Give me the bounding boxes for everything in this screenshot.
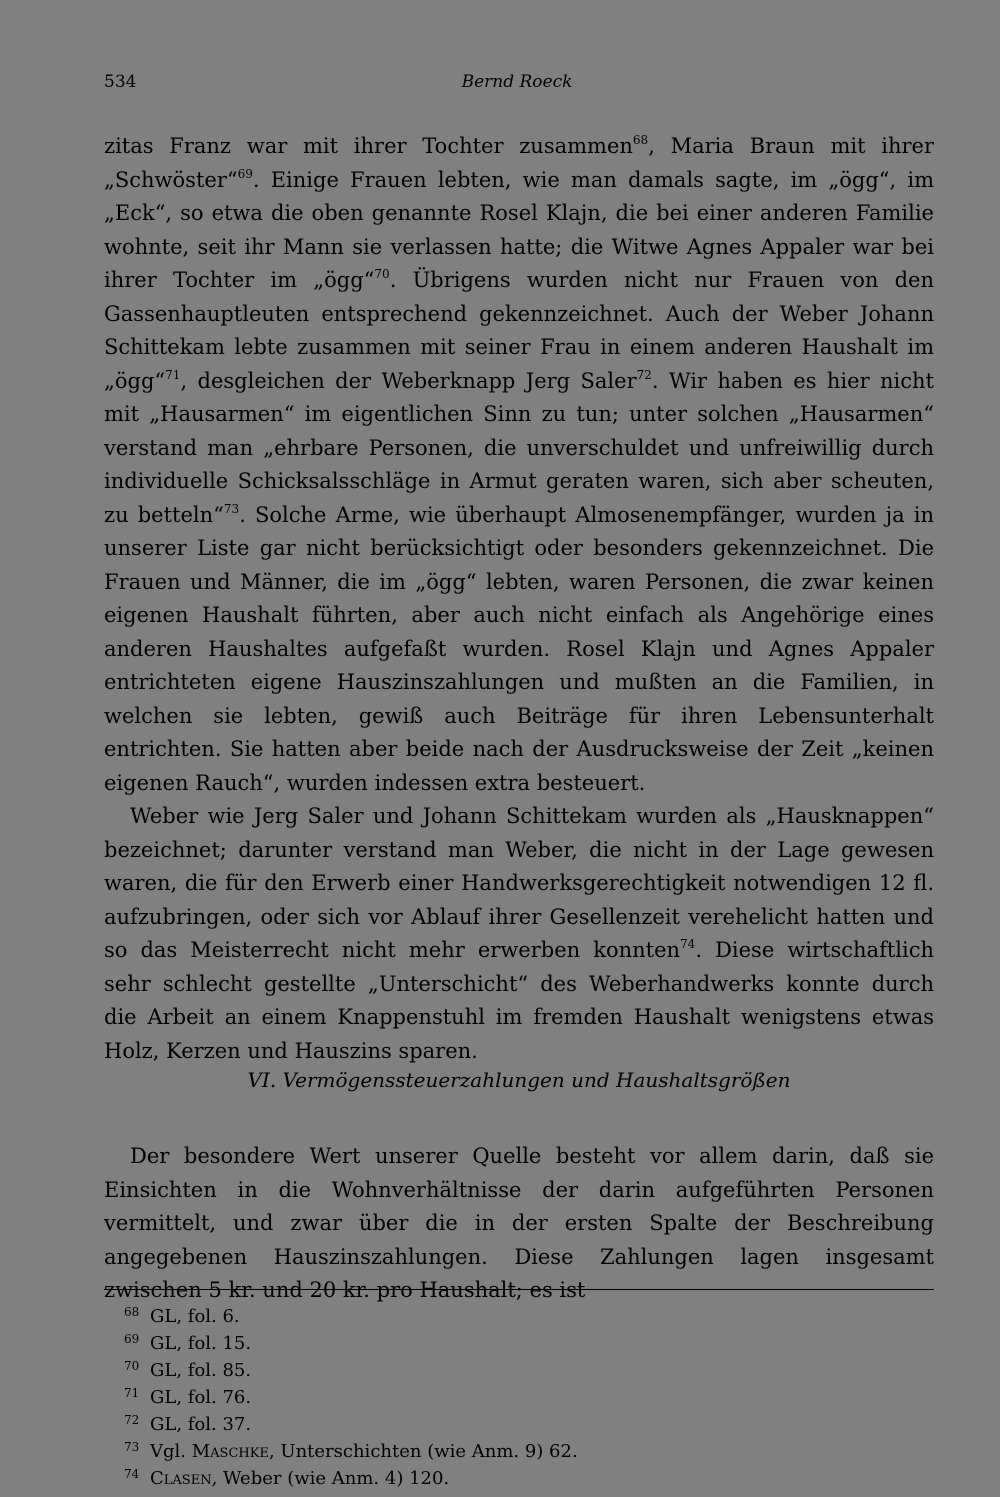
- text-run: zitas Franz war mit ihrer Tochter zusammen: [104, 134, 633, 158]
- page-header: [104, 72, 930, 96]
- footnote: [124, 1331, 924, 1358]
- footnote-prefix: Vgl.: [150, 1441, 192, 1462]
- footnote: [124, 1412, 924, 1439]
- footnote-text: [150, 1331, 251, 1356]
- page-number: 534: [104, 72, 137, 92]
- footnote-number: 71: [124, 1386, 140, 1400]
- footnote-number: 70: [124, 1359, 140, 1373]
- footnote-author: Maschke: [191, 1441, 269, 1462]
- footnote-text: [150, 1412, 251, 1437]
- footnote-body: GL, fol. 76.: [150, 1387, 252, 1408]
- section-heading: VI. Vermögenssteuerzahlungen und Haushaltsgrößen: [247, 1068, 791, 1092]
- text-run: , desgleichen der Weberknapp Jerg Saler: [180, 368, 637, 393]
- footnote-author: Clasen: [150, 1468, 212, 1489]
- footnote-number: 74: [124, 1467, 140, 1481]
- text-run: . Diese wirtschaftlich sehr schlecht gestellte „Unterschicht“ des Weberhandwerks konnte durch die Arbeit an einem Knappenstuhl im fremden Haushalt wenigstens etwas Holz, Kerzen und Hauszins sparen.: [104, 938, 934, 1063]
- footnote-body: GL, fol. 85.: [150, 1360, 252, 1381]
- footnote-ref: 74: [680, 937, 696, 951]
- footnote: [124, 1304, 924, 1331]
- footnote-body: GL, fol. 37.: [150, 1414, 252, 1435]
- footnote: [124, 1358, 924, 1385]
- footnote-body: GL, fol. 6.: [150, 1306, 240, 1327]
- footnote-body: , Unterschichten (wie Anm. 9) 62.: [268, 1441, 578, 1462]
- section-paragraph: Der besondere Wert unserer Quelle besteht vor allem darin, daß sie Einsichten in die Wohnverhältnisse der darin aufgeführten Personen vermittelt, und zwar über die in der ersten Spalte der Beschreibung angegebenen Hauszinszahlungen. Diese Zahlungen lagen insgesamt zwischen 5 kr. und 20 kr. pro Haushalt; es ist: [104, 1144, 934, 1302]
- text-run: , Maria Braun mit ihrer „Schwöster“: [104, 134, 935, 192]
- footnote-text: [150, 1439, 578, 1464]
- footnote: [124, 1466, 924, 1493]
- text-run: . Übrigens wurden nicht nur Frauen von den Gassenhauptleuten entsprechend gekennzeichnet. Auch der Weber Johann Schittekam lebte zusammen mit seiner Frau in einem anderen Haushalt im „ögg“: [104, 268, 934, 393]
- footnote-ref: 73: [223, 501, 240, 516]
- body-paragraph: [104, 800, 934, 1068]
- body-text: [104, 130, 934, 1068]
- footnotes: [124, 1304, 924, 1493]
- footnote-ref: 69: [237, 166, 253, 181]
- footnote-number: 68: [124, 1305, 140, 1319]
- text-run: . Einige Frauen lebten, wie man damals sagte, im „ögg“, im „Eck“, so etwa die oben genannte Rosel Klajn, die bei einer anderen Familie wohnte, seit ihr Mann sie verlassen hatte; die Witwe Agnes Appaler war bei ihrer Tochter im „ögg“: [104, 167, 934, 292]
- footnote-text: [150, 1358, 251, 1383]
- footnote-ref: 70: [374, 267, 390, 281]
- footnote-ref: 68: [632, 133, 649, 147]
- section-text: [104, 1140, 934, 1308]
- text-run: . Wir haben es hier nicht mit „Hausarmen“ im eigentlichen Sinn zu tun; unter solchen „Hausarmen“ verstand man „ehrbare Personen, die unverschuldet und unfreiwillig durch individuelle Schicksalsschläge in Armut geraten waren, sich aber scheuten, zu betteln“: [104, 368, 934, 527]
- footnote-number: 72: [124, 1413, 140, 1427]
- footnote-text: [150, 1466, 449, 1491]
- footnote-text: [150, 1304, 240, 1329]
- footnote-rule: [104, 1289, 934, 1290]
- footnote-ref: 71: [165, 367, 181, 382]
- footnote-body: , Weber (wie Anm. 4) 120.: [211, 1468, 450, 1489]
- text-run: . Solche Arme, wie überhaupt Almosenempfänger, wurden ja in unserer Liste gar nicht berücksichtigt oder besonders gekennzeichnet. Die Frauen und Männer, die im „ögg“ lebten, waren Personen, die zwar keinen eigenen Haushalt führten, aber auch nicht einfach als Angehörige eines anderen Haushaltes aufgefaßt wurden. Rosel Klajn und Agnes Appaler entrichteten eigene Hauszinszahlungen und mußten an die Familien, in welchen sie lebten, gewiß auch Beiträge für ihren Lebensunterhalt entrichten. Sie hatten aber beide nach der Ausdrucksweise der Zeit „keinen eigenen Rauch“, wurden indessen extra besteuert.: [104, 502, 935, 795]
- running-head: Bernd Roeck: [461, 72, 573, 92]
- footnote-ref: 72: [636, 367, 652, 382]
- footnote-number: 73: [124, 1440, 140, 1454]
- footnote-number: 69: [124, 1332, 140, 1346]
- body-paragraph: [104, 130, 934, 800]
- text-run: Weber wie Jerg Saler und Johann Schittekam wurden als „Hausknappen“ bezeichnet; darunter verstand man Weber, die nicht in der Lage gewesen waren, die für den Erwerb einer Handwerksgerechtigkeit notwendigen 12 fl. aufzubringen, oder sich vor Ablauf ihrer Gesellenzeit verehelicht hatten und so das Meisterrecht nicht mehr erwerben konnten: [104, 804, 934, 962]
- footnote: [124, 1439, 924, 1466]
- footnote-text: [150, 1385, 251, 1410]
- footnote-body: GL, fol. 15.: [150, 1333, 252, 1354]
- footnote: [124, 1385, 924, 1412]
